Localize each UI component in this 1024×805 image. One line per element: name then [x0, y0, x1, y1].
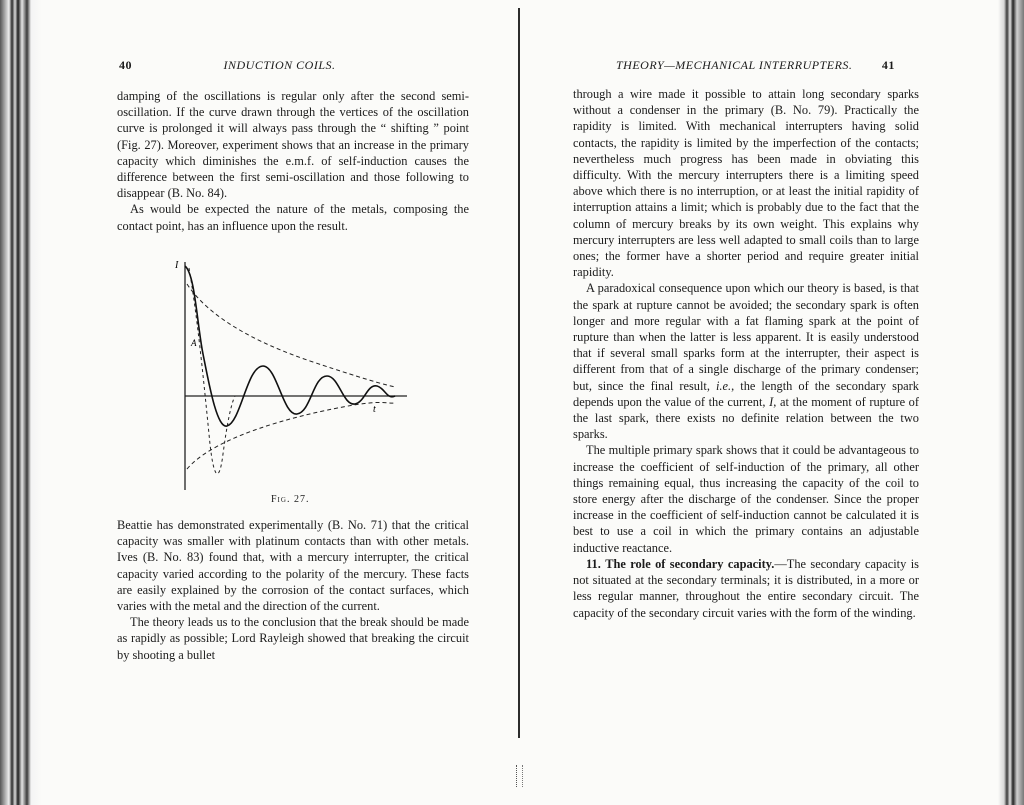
figure-caption: Fig. 27.: [271, 494, 310, 505]
left-page-number: 40: [119, 58, 132, 72]
scan-edge-right: [998, 0, 1024, 805]
oscillation-curve: [185, 266, 395, 426]
paragraph: through a wire made it possible to attain long secondary sparks without a condenser in the primary (B. No. 79). Practically the rapidity is limited. With mechanical interrupters having solid contacts, the rapidity is limited by the imperfection of the contacts; nevertheless much progress has been made in obviating this difficulty. With the mercury interrupters there is a limiting speed above which there is no interruption, or at least the initial rapidity of interruption attains a limit; which is probably due to the fact that the column of mercury breaks by its own weight. This explains why mercury interrupters are less well adapted to small coils than to large ones; the former have a shorter period and require greater initial rapidity.: [573, 87, 919, 280]
right-running-title: THEORY—MECHANICAL INTERRUPTERS.: [616, 58, 853, 72]
text-run: , at the moment of rupture of the last spark, there exists no definite relation between the two sparks.: [573, 394, 920, 442]
scan-edge-left: [0, 0, 42, 805]
left-running-title: INDUCTION COILS.: [223, 58, 336, 72]
label-t: t: [373, 404, 376, 415]
paragraph: Beattie has demonstrated experimentally (B. No. 71) that the critical capacity was smaller with platinum contacts than with other metals. Ives (B. No. 83) found that, with a mercury interrupter, the critical capacity varied according to the polarity of the mercury. These facts are easily explained by the corrosion of the contact surfaces, which varies with the metal and the direction of the current.: [117, 518, 469, 614]
right-running-head: [616, 58, 895, 73]
left-text-top: [117, 88, 469, 234]
section-paragraph: [573, 556, 919, 621]
section-number: 11.: [586, 556, 601, 571]
first-semi-oscillation-dashed: [189, 268, 235, 474]
section-dash: —: [774, 556, 787, 571]
section-heading: The role of secondary capacity.: [605, 556, 775, 571]
text-run: A paradoxical consequence upon which our theory is based, is that the spark at rupture cannot be avoided; the secondary spark is often longer and more regular with a fat flaming spark at the point of rupture than when the latter is less apparent. It is easily understood that if several small sparks form at the interrupter, their aspect is different from that of a single discharge of the primary condenser; but, since the final result,: [573, 281, 919, 393]
text-run: The secondary capacity is not situated at the secondary terminals; it is distributed, in a more or less regular manner, throughout the entire secondary circuit. The capacity of the secondary circuit varies with the form of the winding.: [573, 556, 919, 620]
label-A: A: [191, 338, 197, 348]
right-text: [573, 86, 919, 621]
paragraph: The multiple primary spark shows that it could be advantageous to increase the coefficient of self-induction of the primary, all other things remaining equal, thus increasing the capacity of the coil to store energy after the discharge of the condenser. Since the proper increase in the coefficient of self-induction cannot be calculated it is best to use a coil in which the primary contains an adjustable inductive reactance.: [573, 443, 919, 555]
paragraph: As would be expected the nature of the metals, composing the contact point, has an influence upon the result.: [117, 202, 469, 233]
right-page-number: 41: [881, 58, 895, 72]
scan-speck: [516, 765, 523, 787]
paragraph: The theory leads us to the conclusion that the break should be made as rapidly as possible; Lord Rayleigh showed that breaking the circuit by shooting a bullet: [117, 615, 469, 662]
figure-27-damped-oscillation: [163, 254, 423, 496]
label-I: I: [175, 260, 179, 271]
text-run: , the length of the secondary spark depends upon the value of the current,: [573, 378, 919, 409]
paragraph: damping of the oscillations is regular only after the second semi-oscillation. If the curve drawn through the vertices of the oscillation curve is prolonged it will always pass through the “ shifting ” point (Fig. 27). Moreover, experiment shows that an increase in the primary capacity which diminishes the e.m.f. of self-induction causes the difference between the first semi-oscillation and those following to disappear (B. No. 84).: [117, 89, 469, 201]
book-gutter: [518, 8, 520, 738]
paragraph: [573, 280, 919, 442]
left-running-head: [119, 58, 336, 73]
text-run-italic: I: [769, 394, 774, 409]
left-text-bottom: [117, 517, 469, 663]
text-run-italic: i.e.: [715, 378, 732, 393]
upper-envelope-dashed: [187, 284, 395, 387]
